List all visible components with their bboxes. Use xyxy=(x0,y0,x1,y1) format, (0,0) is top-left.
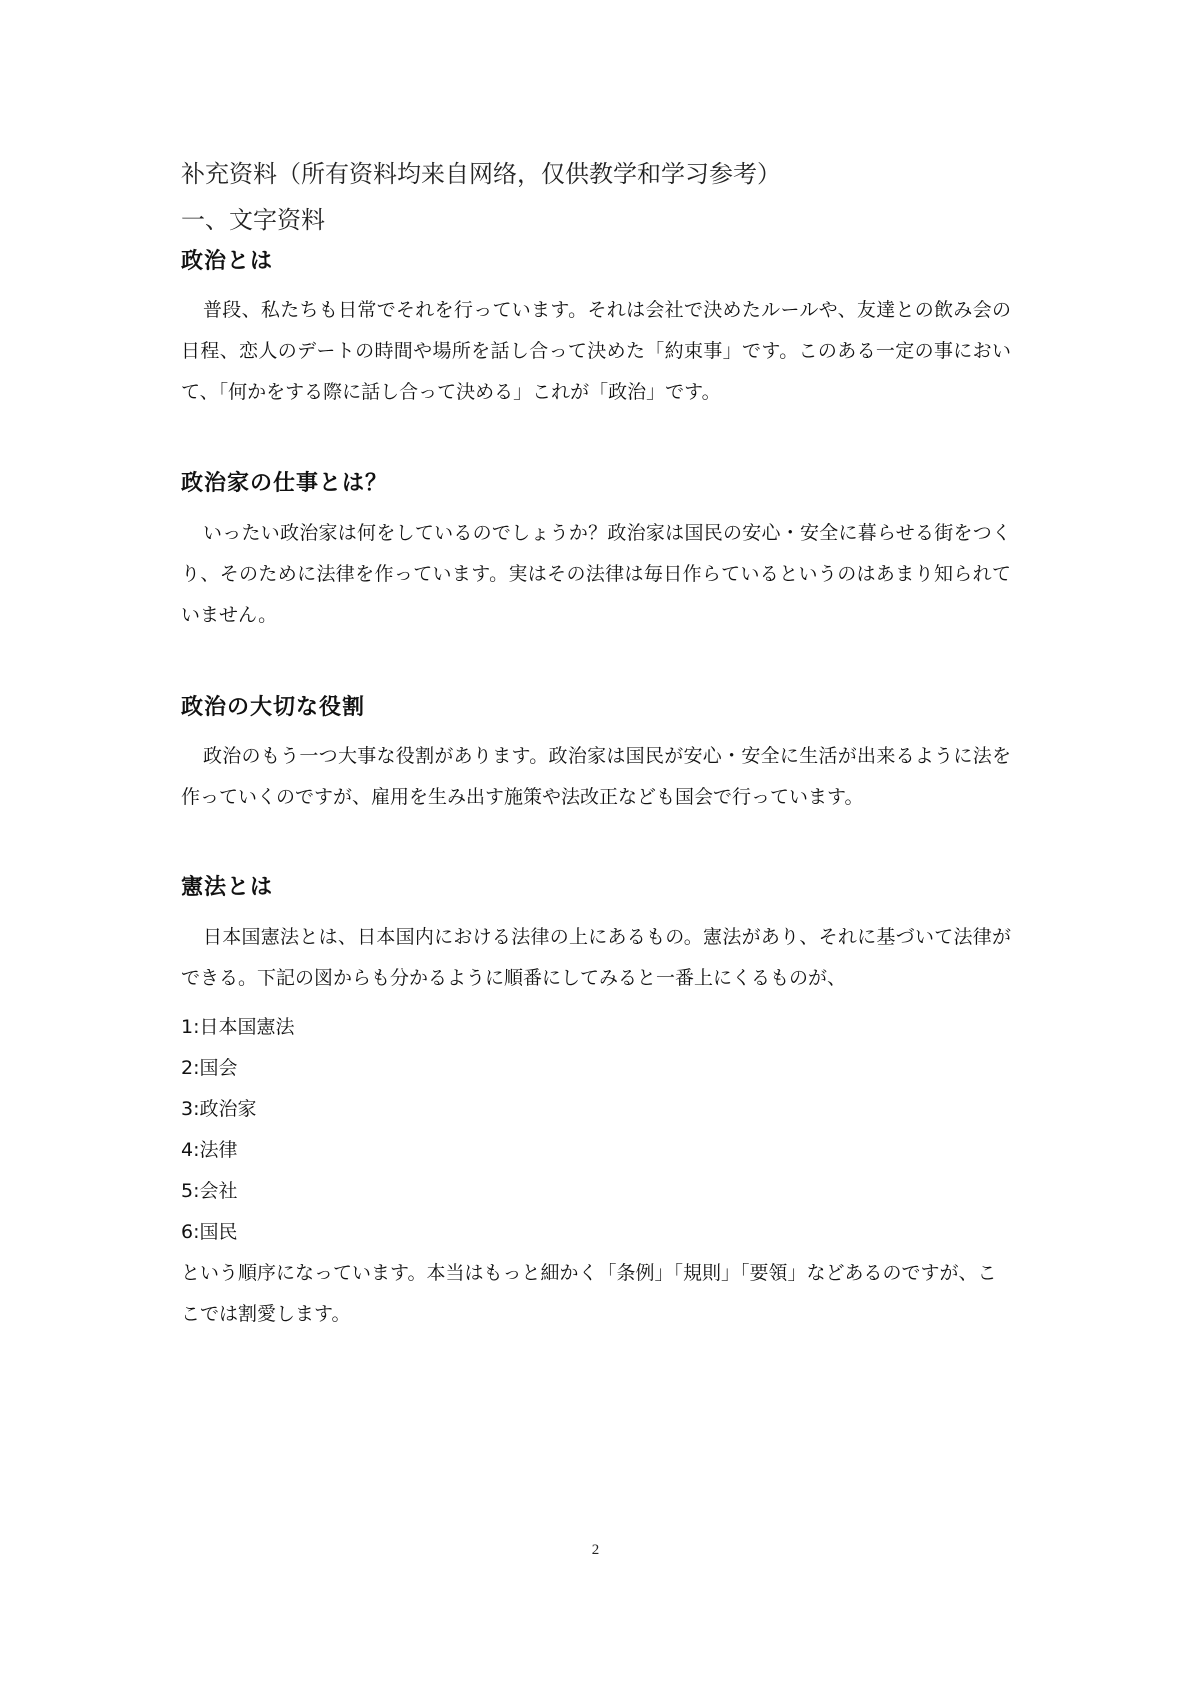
section-title: 憲法とは xyxy=(181,875,274,900)
section-heading-text-materials: 一、文字资料 xyxy=(181,206,325,234)
list-item: 2:国会 xyxy=(181,1057,238,1079)
list-item: 4:法律 xyxy=(181,1139,238,1161)
page-number: 2 xyxy=(591,1542,600,1558)
section-title: 政治家の仕事とは？ xyxy=(181,471,389,496)
closing-paragraph: という順序になっています。本当はもっと細かく「条例」「規則」「要領」などあるのですが、ここでは割愛します。 xyxy=(181,1262,997,1325)
hierarchy-list xyxy=(181,1007,295,1253)
section-paragraph: 普段、私たちも日常でそれを行っています。それは会社で決めたルールや、友達との飲み会の日程、恋人のデートの時間や場所を話し合って決めた「約束事」です。このある一定の事において、「何かをする際に話し合って決める」これが「政治」です。 xyxy=(181,299,1011,403)
list-item: 5:会社 xyxy=(181,1180,238,1202)
section-title: 政治の大切な役割 xyxy=(181,695,366,720)
list-item: 6:国民 xyxy=(181,1221,238,1243)
section-paragraph: いったい政治家は何をしているのでしょうか？政治家は国民の安心・安全に暮らせる街をつくり、そのために法律を作っています。実はその法律は毎日作らているというのはあまり知られていません。 xyxy=(181,522,1011,626)
list-item: 3:政治家 xyxy=(181,1098,257,1120)
list-item: 1:日本国憲法 xyxy=(181,1016,295,1038)
section-title: 政治とは xyxy=(181,249,274,274)
section-paragraph: 政治のもう一つ大事な役割があります。政治家は国民が安心・安全に生活が出来るように法を作っていくのですが、雇用を生み出す施策や法改正なども国会で行っています。 xyxy=(181,745,1011,808)
section-paragraph: 日本国憲法とは、日本国内における法律の上にあるもの。憲法があり、それに基づいて法律ができる。下記の図からも分かるように順番にしてみると一番上にくるものが、 xyxy=(181,926,1011,989)
document-header-note: 补充资料（所有资料均来自网络，仅供教学和学习参考） xyxy=(181,160,781,188)
